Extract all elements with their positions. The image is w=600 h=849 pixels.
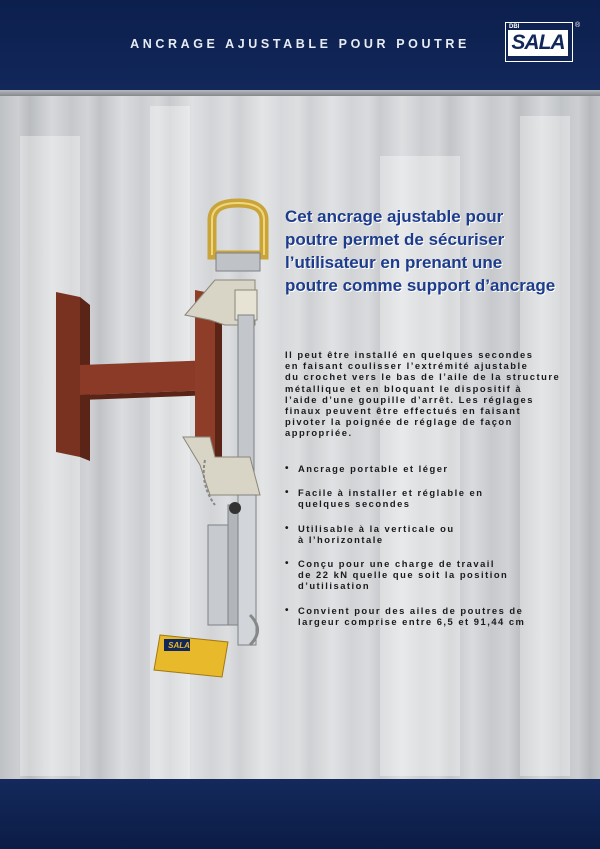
headline-line: l’utilisateur en prenant une xyxy=(285,253,503,272)
headline-line: poutre comme support d’ancrage xyxy=(285,276,556,295)
feature-item xyxy=(285,558,585,592)
feature-item xyxy=(285,523,585,545)
description-line: pivoter la poignée de réglage de façon xyxy=(285,416,513,428)
headline xyxy=(285,205,590,297)
feature-text: largeur comprise entre 6,5 et 91,44 cm xyxy=(298,615,526,627)
description-line: Il peut être installé en quelques secondes xyxy=(285,349,534,360)
feature-text: Facile à installer et réglable en xyxy=(298,487,484,499)
bullet-icon: • xyxy=(285,604,291,616)
feature-text: quelques secondes xyxy=(298,498,411,510)
logo-dbi-text: DBI xyxy=(509,24,520,30)
description-paragraph xyxy=(285,349,585,439)
feature-item xyxy=(285,463,585,474)
d-ring-icon xyxy=(212,203,264,271)
headline-line: Cet ancrage ajustable pour xyxy=(285,207,504,226)
description-line: appropriée. xyxy=(285,427,353,439)
description-line: du crochet vers le bas de l’aile de la structure xyxy=(285,371,561,383)
registered-mark: ® xyxy=(575,22,581,29)
bullet-icon: • xyxy=(285,487,291,499)
feature-list xyxy=(285,463,585,640)
description-line: finaux peuvent être effectués en faisant xyxy=(285,405,522,417)
bullet-icon: • xyxy=(285,558,291,570)
headline-line: poutre permet de sécuriser xyxy=(285,230,505,249)
beam-anchor-product-image xyxy=(50,195,275,685)
dbi-sala-logo xyxy=(505,22,581,66)
adjustment-handle-icon xyxy=(208,495,258,645)
description-line: l’aide d’une goupille d’arrêt. Les réglages xyxy=(285,393,534,405)
header-bar xyxy=(0,0,600,90)
feature-text: Convient pour des ailes de poutres de xyxy=(298,604,524,616)
description-line: en faisant coulisser l’extrémité ajustable xyxy=(285,360,529,372)
bullet-icon: • xyxy=(285,522,291,534)
description-line: métallique et en bloquant le dispositif à xyxy=(285,382,523,394)
feature-text: d’utilisation xyxy=(298,580,371,592)
page-title: ANCRAGE AJUSTABLE POUR POUTRE xyxy=(130,37,470,51)
feature-text: Conçu pour une charge de travail xyxy=(298,558,495,570)
footer-bar xyxy=(0,779,600,849)
tag-brand-label: SALA xyxy=(168,641,190,650)
feature-text: de 22 kN quelle que soit la position xyxy=(298,569,509,581)
feature-text: Utilisable à la verticale ou xyxy=(298,522,455,534)
feature-item xyxy=(285,487,585,509)
feature-text: à l’horizontale xyxy=(298,533,384,545)
feature-item xyxy=(285,605,585,627)
bullet-icon: • xyxy=(285,463,291,474)
logo-sala-text: SALA xyxy=(508,30,568,56)
feature-text: Ancrage portable et léger xyxy=(298,463,449,474)
